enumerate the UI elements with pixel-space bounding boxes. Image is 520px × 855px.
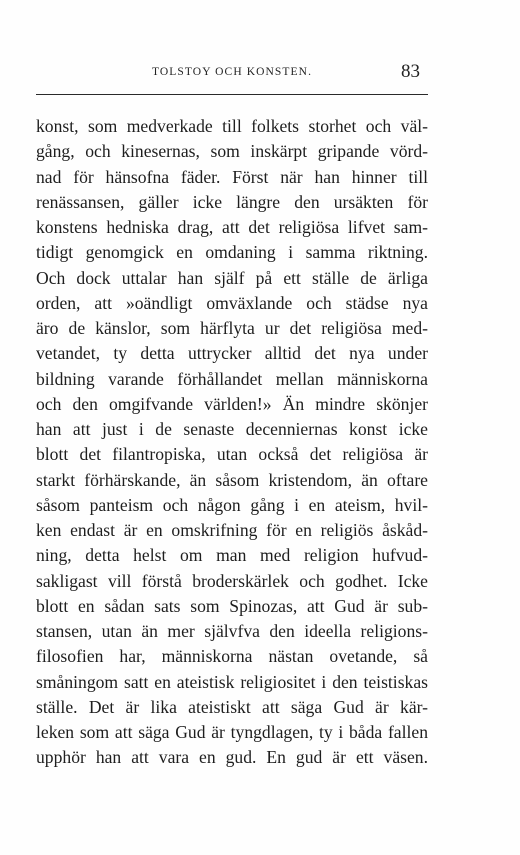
text-line: såsom panteism och någon gång i en ateism, hvil- bbox=[36, 494, 428, 515]
text-line: konstens hedniska drag, att det religiösa lifvet sam- bbox=[36, 217, 428, 237]
text-line: konst, som medverkade till folkets storhet och väl- bbox=[36, 116, 428, 136]
header-rule bbox=[36, 94, 428, 95]
text-line: renässansen, gäller icke längre den ursäkten för bbox=[36, 191, 428, 212]
text-line: sakligast vill förstå broderskärlek och godhet. Icke bbox=[36, 570, 428, 591]
text-line: filosofien har, människorna nästan ovetande, så bbox=[36, 646, 428, 667]
text-line: starkt förhärskande, än såsom kristendom, än oftare bbox=[36, 469, 428, 490]
text-line: ning, detta helst om man med religion hufvud- bbox=[36, 545, 428, 566]
text-line: tidigt genomgick en omdaning i samma riktning. bbox=[36, 242, 428, 263]
text-line: upphör han att vara en gud. En gud är ett väsen. bbox=[36, 747, 428, 768]
text-line: blott en sådan sats som Spinozas, att Gud är sub- bbox=[36, 595, 428, 616]
running-title: TOLSTOY OCH KONSTEN. bbox=[151, 66, 313, 78]
text-line: ställe. Det är lika ateistiskt att säga Gud är kär- bbox=[36, 696, 428, 717]
text-line: han att just i de senaste decenniernas konst icke bbox=[36, 419, 428, 439]
text-line: äro de känslor, som härflyta ur det religiösa med- bbox=[36, 318, 428, 338]
body-text bbox=[36, 114, 428, 771]
text-line: stansen, utan än mer självfva den ideella religions- bbox=[36, 621, 428, 641]
page-number: 83 bbox=[401, 61, 420, 82]
text-line: gång, och kinesernas, som inskärpt gripande vörd- bbox=[36, 141, 428, 162]
text-line: nad för hänsofna fäder. Först när han hinner till bbox=[36, 166, 428, 187]
text-line: bildning varande förhållandet mellan människorna bbox=[36, 368, 428, 389]
text-line: och den omgifvande världen!» Än mindre skönjer bbox=[36, 393, 428, 414]
text-line: orden, att »oändligt omväxlande och städse nya bbox=[36, 292, 428, 313]
page-header bbox=[36, 63, 428, 85]
text-line: blott det filantropiska, utan också det religiösa är bbox=[36, 444, 428, 465]
text-line: ken endast är en omskrifning för en religiös åskåd- bbox=[36, 520, 428, 540]
text-line: småningom satt en ateistisk religiositet i den teistiskas bbox=[36, 671, 428, 692]
text-line: vetandet, ty detta uttrycker alltid det nya under bbox=[36, 343, 428, 364]
text-line: leken som att säga Gud är tyngdlagen, ty i båda fallen bbox=[36, 722, 428, 742]
text-line: Och dock uttalar han själf på ett ställe de ärliga bbox=[36, 267, 428, 288]
